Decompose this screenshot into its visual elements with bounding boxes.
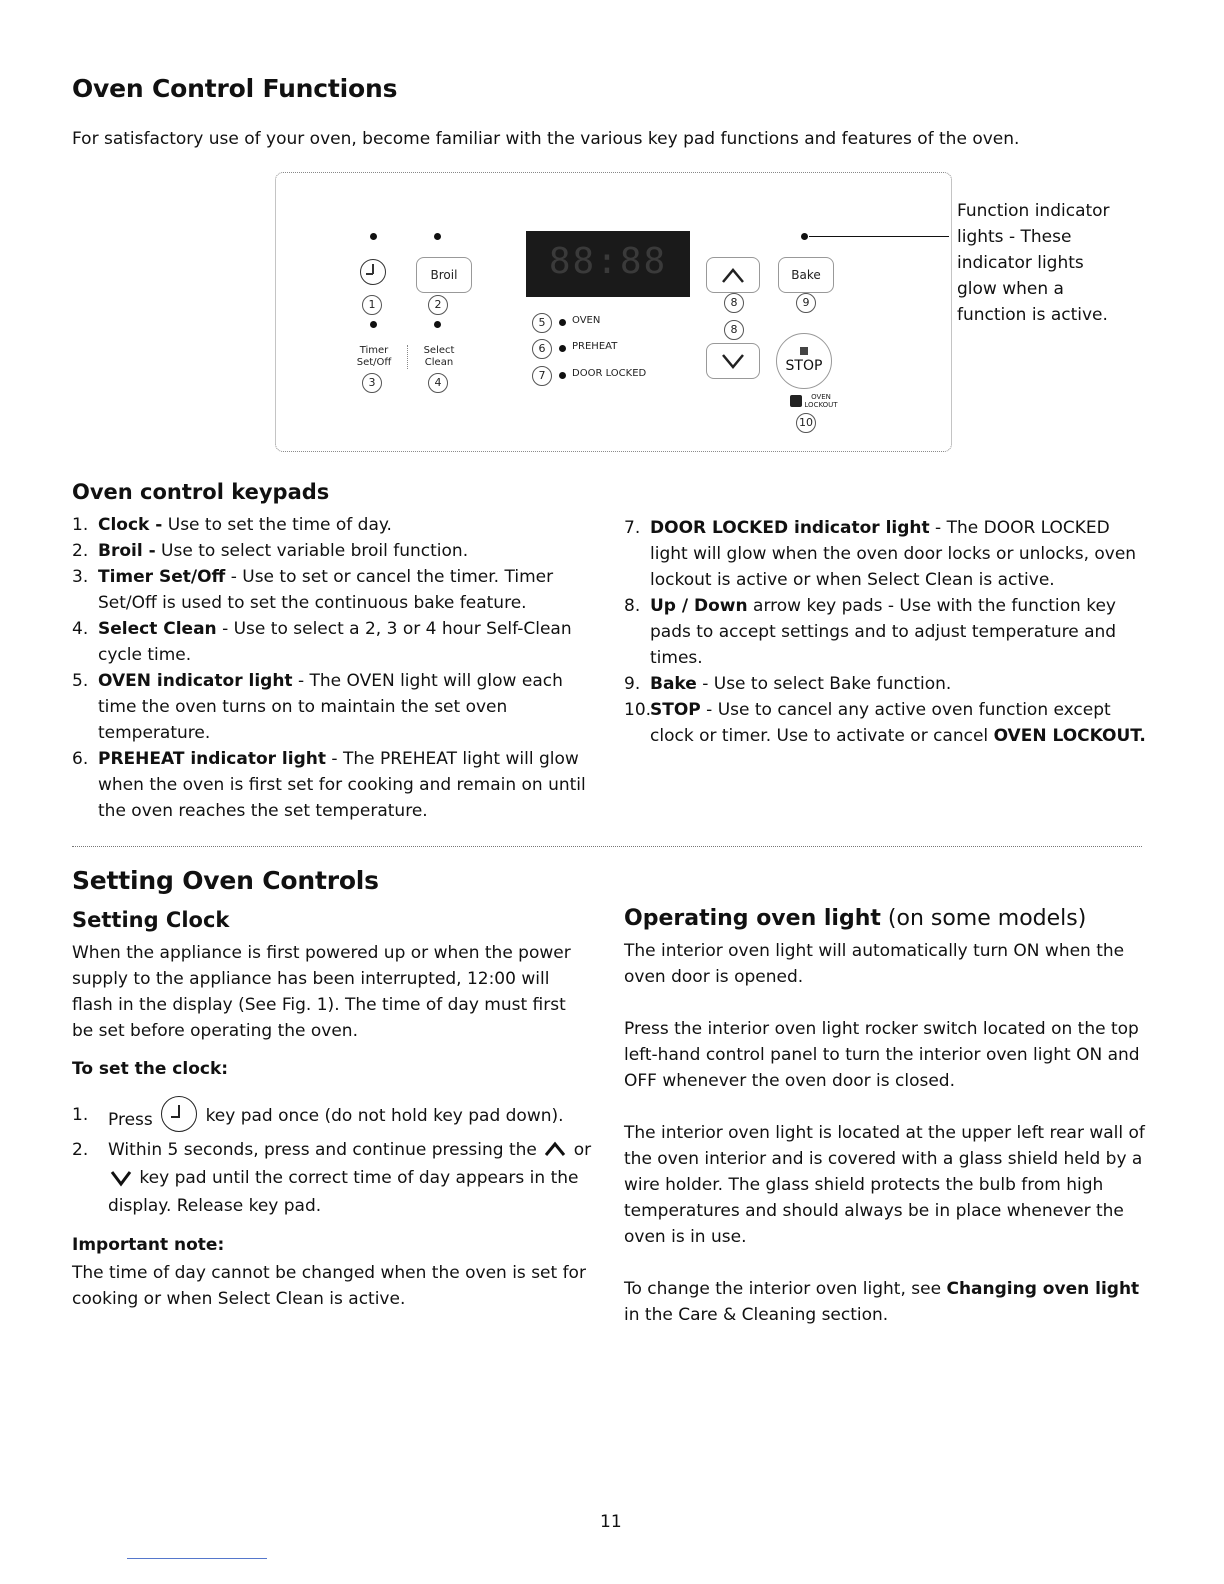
up-arrow-icon bbox=[707, 258, 759, 292]
door-locked-light-dot bbox=[559, 372, 566, 379]
oven-indicator-label: OVEN bbox=[572, 315, 601, 326]
callout-9: 9 bbox=[796, 293, 816, 313]
page-number: 11 bbox=[600, 1512, 622, 1532]
oven-light-para-3: The interior oven light is located at the upper left rear wall of the oven interior and is covered with a glass shield held by a wire holder. The glass shield protects the bulb from high temperatures and should always be in place whenever the oven is in use. bbox=[624, 1123, 1145, 1247]
clock-step-2 bbox=[72, 1136, 592, 1220]
oven-light-dot bbox=[559, 319, 566, 326]
callout-6: 6 bbox=[532, 339, 552, 359]
clock-indicator-dot bbox=[370, 233, 377, 240]
oven-light-para-4: To change the interior oven light, see Changing oven light in the Care & Cleaning section. bbox=[624, 1279, 1140, 1325]
select-label: Select bbox=[423, 345, 455, 356]
stop-icon bbox=[800, 347, 808, 355]
select-clean-key[interactable] bbox=[414, 345, 464, 369]
oven-light-heading bbox=[624, 906, 1144, 931]
setting-controls-heading: Setting Oven Controls bbox=[72, 866, 379, 895]
preheat-indicator-label: PREHEAT bbox=[572, 341, 618, 352]
display-digits: 88:88 bbox=[548, 241, 668, 282]
broil-indicator-dot bbox=[434, 233, 441, 240]
stop-label: STOP bbox=[785, 358, 823, 374]
keypad-item: 7. DOOR LOCKED indicator light - The DOOR LOCKED light will glow when the oven door locks or unlocks, oven lockout is active or when Select Clean is active. bbox=[624, 518, 1137, 590]
step1-text-a: Press bbox=[108, 1110, 153, 1130]
callout-5: 5 bbox=[532, 313, 552, 333]
keypad-item: 4. Select Clean - Use to select a 2, 3 or 4 hour Self-Clean cycle time. bbox=[72, 619, 572, 665]
clock-step-1 bbox=[72, 1096, 592, 1132]
callout-line bbox=[809, 236, 949, 237]
step2-or: or bbox=[573, 1140, 592, 1160]
callout-3: 3 bbox=[362, 373, 382, 393]
oven-light-para-1: The interior oven light will automatically turn ON when the oven door is opened. bbox=[624, 941, 1125, 987]
page-title: Oven Control Functions bbox=[72, 74, 398, 103]
keypad-item: 6. PREHEAT indicator light - The PREHEAT light will glow when the oven is first set for cooking and remain on until the oven reaches the set temperature. bbox=[72, 749, 586, 821]
clock-intro: When the appliance is first powered up or when the power supply to the appliance has been interrupted, 12:00 will flash in the display (See Fig. 1). The time of day must first be set before operating the oven. bbox=[72, 943, 571, 1041]
down-arrow-icon bbox=[108, 1168, 134, 1188]
keypads-heading: Oven control keypads bbox=[72, 480, 330, 504]
to-set-clock-heading: To set the clock: bbox=[72, 1059, 229, 1079]
oven-light-heading-bold: Operating oven light bbox=[624, 906, 881, 931]
bake-key[interactable]: Bake bbox=[778, 257, 834, 293]
door-locked-indicator-label: DOOR LOCKED bbox=[572, 368, 647, 379]
setting-clock-heading: Setting Clock bbox=[72, 908, 230, 932]
step2-text-a: Within 5 seconds, press and continue pressing the bbox=[108, 1140, 537, 1160]
up-arrow-icon bbox=[542, 1138, 568, 1158]
broil-key[interactable]: Broil bbox=[416, 257, 472, 293]
callout-line-5: function is active. bbox=[957, 305, 1108, 325]
callout-line-1: Function indicator bbox=[957, 201, 1110, 221]
callout-7: 7 bbox=[532, 366, 552, 386]
step-number: 2. bbox=[72, 1140, 89, 1160]
clean-indicator-dot bbox=[434, 321, 441, 328]
digital-display bbox=[526, 231, 690, 297]
important-note-text: The time of day cannot be changed when the oven is set for cooking or when Select Clean is active. bbox=[72, 1263, 586, 1309]
preheat-light-dot bbox=[559, 345, 566, 352]
oven-light-heading-rest: (on some models) bbox=[880, 906, 1087, 931]
setoff-label: Set/Off bbox=[356, 357, 392, 368]
callout-2: 2 bbox=[428, 295, 448, 315]
callout-8-down: 8 bbox=[724, 320, 744, 340]
callout-8-up: 8 bbox=[724, 293, 744, 313]
callout-line-3: indicator lights bbox=[957, 253, 1084, 273]
oven-light-para-2: Press the interior oven light rocker switch located on the top left-hand control panel to turn the interior oven light ON and OFF whenever the oven door is closed. bbox=[624, 1019, 1140, 1091]
stop-key[interactable] bbox=[776, 333, 832, 389]
keypad-item: 8. Up / Down arrow key pads - Use with the function key pads to accept settings and to adjust temperature and times. bbox=[624, 596, 1117, 668]
clock-icon[interactable] bbox=[360, 259, 386, 285]
lockout-line-1: OVEN bbox=[811, 393, 831, 401]
step-number: 1. bbox=[72, 1105, 89, 1125]
section-divider bbox=[72, 846, 1142, 847]
keypad-item: 3. Timer Set/Off - Use to set or cancel the timer. Timer Set/Off is used to set the continuous bake feature. bbox=[72, 567, 554, 613]
function-indicator-callout bbox=[957, 198, 1157, 328]
keypad-list-left bbox=[72, 512, 592, 824]
timer-indicator-dot bbox=[370, 321, 377, 328]
keypad-item: 5. OVEN indicator light - The OVEN light will glow each time the oven turns on to maintain the set oven temperature. bbox=[72, 671, 563, 743]
clock-key-icon bbox=[161, 1096, 197, 1132]
intro-text: For satisfactory use of your oven, become familiar with the various key pad functions and features of the oven. bbox=[72, 129, 1020, 149]
callout-line-2: lights - These bbox=[957, 227, 1072, 247]
down-arrow-key[interactable] bbox=[706, 343, 760, 379]
keypad-item: 10. STOP - Use to cancel any active oven function except clock or timer. Use to activate or cancel OVEN LOCKOUT. bbox=[624, 700, 1146, 746]
callout-line-4: glow when a bbox=[957, 279, 1064, 299]
important-note-heading: Important note: bbox=[72, 1235, 225, 1255]
step2-text-b: key pad until the correct time of day appears in the display. Release key pad. bbox=[108, 1168, 579, 1216]
timer-setoff-key[interactable] bbox=[346, 345, 402, 369]
step1-text-b: key pad once (do not hold key pad down). bbox=[205, 1106, 564, 1126]
clean-label: Clean bbox=[424, 357, 454, 368]
divider bbox=[407, 345, 409, 369]
callout-4: 4 bbox=[428, 373, 448, 393]
lockout-line-2: LOCKOUT bbox=[804, 401, 838, 409]
callout-10: 10 bbox=[796, 413, 816, 433]
down-arrow-icon bbox=[707, 344, 759, 378]
oven-lockout-label bbox=[804, 393, 838, 409]
keypad-list-right bbox=[624, 515, 1149, 749]
callout-1: 1 bbox=[362, 295, 382, 315]
keypad-item: 9. Bake - Use to select Bake function. bbox=[624, 674, 952, 694]
up-arrow-key[interactable] bbox=[706, 257, 760, 293]
timer-label: Timer bbox=[359, 345, 389, 356]
oven-light-column bbox=[624, 938, 1149, 1328]
footer-rule bbox=[127, 1558, 267, 1559]
keypad-item: 1. Clock - Use to set the time of day. bbox=[72, 515, 392, 535]
control-panel-diagram bbox=[275, 172, 952, 452]
lock-icon bbox=[790, 395, 802, 407]
setting-clock-column bbox=[72, 940, 592, 1312]
keypad-item: 2. Broil - Use to select variable broil function. bbox=[72, 541, 469, 561]
bake-indicator-dot bbox=[801, 233, 808, 240]
